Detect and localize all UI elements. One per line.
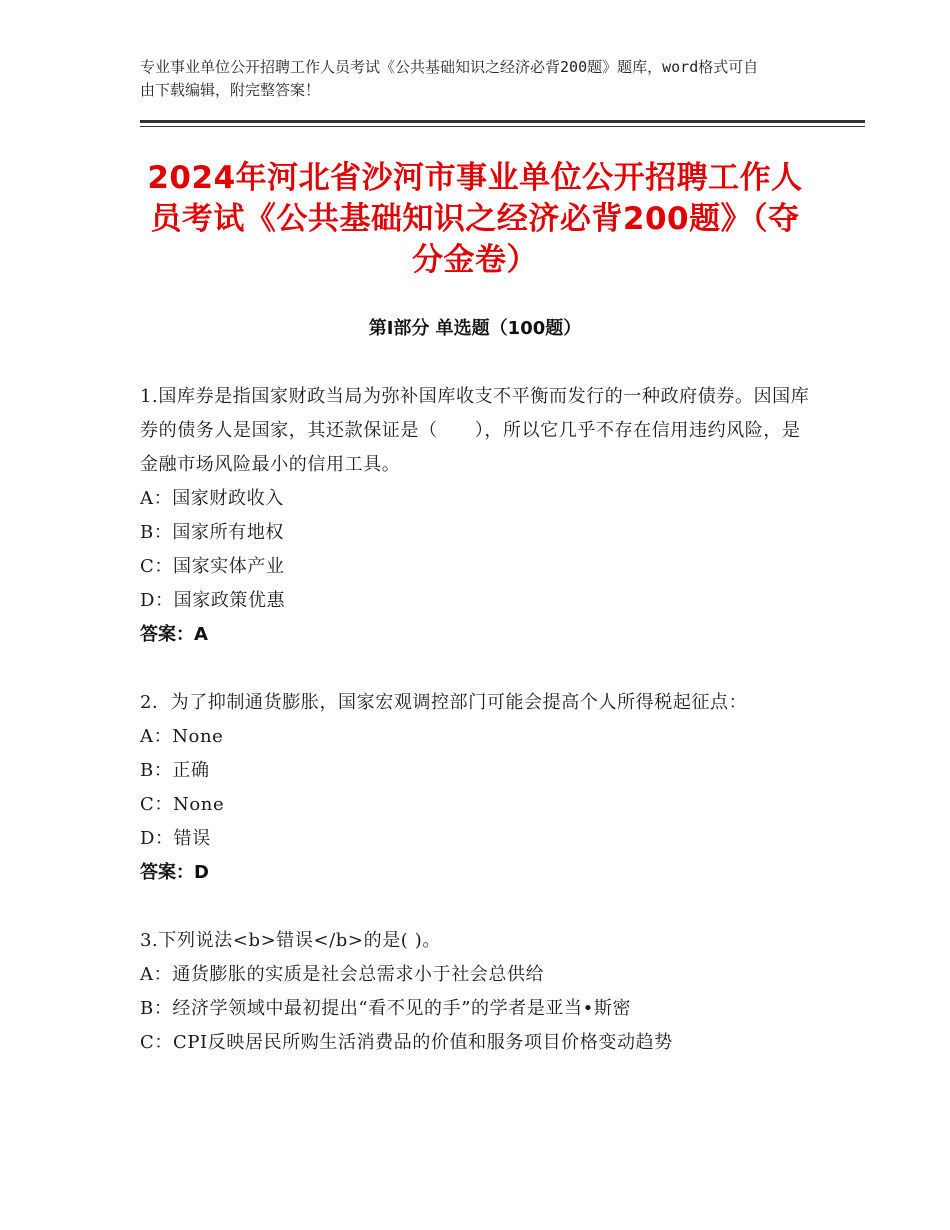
header-rule-thick	[140, 120, 865, 123]
document-title: 2024年河北省沙河市事业单位公开招聘工作人员考试《公共基础知识之经济必背200题》（夺分金卷）	[147, 160, 803, 278]
question-3	[140, 924, 810, 1060]
question-stem: 2．为了抑制通货膨胀，国家宏观调控部门可能会提高个人所得税起征点：	[140, 692, 748, 713]
section-title: 第Ⅰ部分 单选题（100题）	[368, 318, 582, 339]
option-a: A：通货膨胀的实质是社会总需求小于社会总供给	[140, 964, 545, 985]
option-c: C：CPI反映居民所购生活消费品的价值和服务项目价格变动趋势	[140, 1032, 673, 1053]
option-a: A：None	[140, 726, 224, 747]
option-d: D：错误	[140, 828, 211, 849]
question-1	[140, 380, 810, 652]
option-b: B：国家所有地权	[140, 522, 285, 543]
question-stem: 3.下列说法<b>错误</b>的是( )。	[140, 930, 441, 951]
option-c: C：None	[140, 794, 225, 815]
option-c: C：国家实体产业	[140, 556, 285, 577]
option-b: B：正确	[140, 760, 210, 781]
question-2	[140, 686, 810, 890]
question-stem: 1.国库券是指国家财政当局为弥补国库收支不平衡而发行的一种政府债券。因国库券的债务人是国家，其还款保证是（ ），所以它几乎不存在信用违约风险，是金融市场风险最小的信用工具。	[140, 386, 810, 475]
option-d: D：国家政策优惠	[140, 590, 286, 611]
option-b: B：经济学领域中最初提出“看不见的手”的学者是亚当•斯密	[140, 998, 632, 1019]
answer: 答案：A	[140, 624, 208, 645]
answer: 答案：D	[140, 862, 209, 883]
question-list	[140, 380, 810, 1094]
header-note: 专业事业单位公开招聘工作人员考试《公共基础知识之经济必背200题》题库，word格式可自由下载编辑，附完整答案！	[140, 58, 759, 99]
option-a: A：国家财政收入	[140, 488, 284, 509]
header-rule-thin	[140, 126, 865, 127]
